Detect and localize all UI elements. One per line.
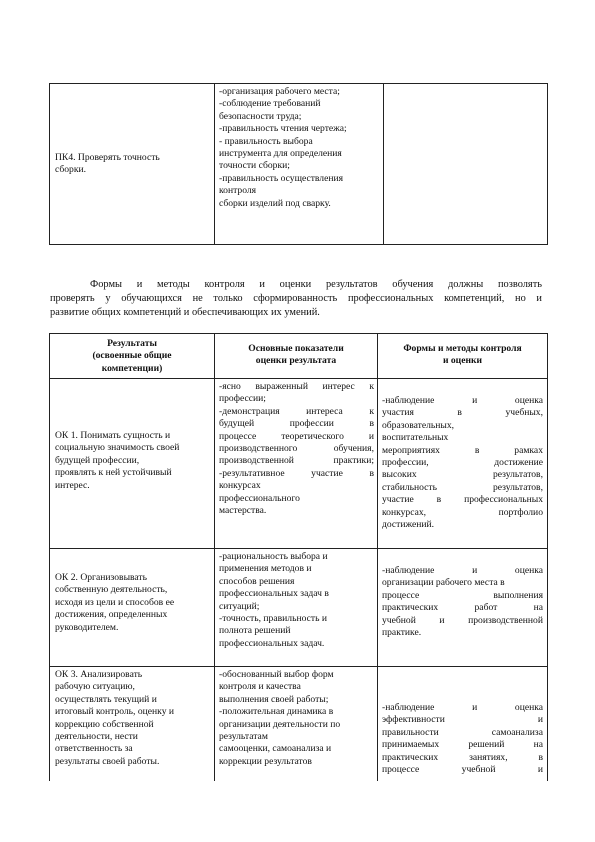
paragraph-line: Формы и методы контроля и оценки результатов обучения должны позволять bbox=[90, 279, 542, 290]
cell-line: -результативное участие в bbox=[219, 467, 374, 479]
cell-line: организации рабочего места в bbox=[382, 577, 505, 589]
ok1-indicators-cell bbox=[219, 381, 374, 517]
cell-line: результаты своей работы. bbox=[55, 755, 160, 767]
header-line: Основные показатели bbox=[248, 343, 344, 354]
cell-line: способов решения bbox=[219, 575, 295, 587]
cell-line: профессиональных задач в bbox=[219, 588, 329, 600]
cell-line: -демонстрация интереса к bbox=[219, 405, 374, 417]
cell-line: процессе теоретического и bbox=[219, 430, 374, 442]
cell-line: контроля и качества bbox=[219, 681, 301, 693]
cell-line: сборки изделий под сварку. bbox=[219, 197, 331, 209]
cell-line: результатам bbox=[219, 731, 268, 743]
header-line: компетенции) bbox=[101, 362, 163, 374]
cell-line: достижений. bbox=[382, 519, 435, 531]
cell-line: -положительная динамика в bbox=[219, 706, 334, 718]
cell-line: ОК 2. Организовывать bbox=[55, 572, 147, 583]
ok3-competence-cell bbox=[55, 669, 211, 768]
cell-line: самооценки, самоанализа и bbox=[219, 743, 332, 755]
header-line: оценки результата bbox=[255, 355, 337, 367]
cell-line: точности сборки; bbox=[219, 160, 290, 172]
cell-line: - правильность выбора bbox=[219, 135, 313, 147]
cell-line: -рациональность выбора и bbox=[219, 551, 328, 562]
cell-line: -правильность осуществления bbox=[219, 172, 344, 184]
ok3-methods-cell bbox=[382, 702, 543, 776]
cell-line: достижения, определенных bbox=[55, 609, 168, 621]
cell-line: сборки. bbox=[55, 164, 87, 176]
cell-line: профессиональных задач. bbox=[219, 637, 325, 649]
cell-line: интерес. bbox=[55, 479, 90, 491]
cell-line: коррекции результатов bbox=[219, 755, 312, 767]
pk4-competence-cell bbox=[55, 152, 211, 177]
cell-line: практике. bbox=[382, 627, 422, 639]
pk4-indicators-cell bbox=[219, 86, 381, 210]
cell-line: принимаемых решений на bbox=[382, 739, 543, 751]
cell-line: рабочую ситуацию, bbox=[55, 681, 135, 693]
cell-line: производственного обучения, bbox=[219, 443, 374, 455]
cell-line: социальную значимость своей bbox=[55, 442, 180, 454]
cell-line: -ясно выраженный интерес к bbox=[219, 381, 374, 392]
cell-line: учебной и производственной bbox=[382, 614, 543, 626]
cell-line: -точность, правильность и bbox=[219, 613, 327, 625]
cell-line: применения методов и bbox=[219, 563, 312, 575]
cell-line: процессе учебной и bbox=[382, 764, 543, 776]
cell-line: производственной практики; bbox=[219, 455, 374, 467]
cell-line: профессионального bbox=[219, 492, 300, 504]
cell-line: практических занятиях, в bbox=[382, 751, 543, 763]
cell-line: профессии, достижение bbox=[382, 457, 543, 469]
cell-line: собственную деятельность, bbox=[55, 584, 168, 596]
ok1-methods-cell bbox=[382, 395, 543, 531]
cell-line: ПК4. Проверять точность bbox=[55, 152, 160, 163]
cell-line: ситуаций; bbox=[219, 600, 260, 612]
cell-line: исходя из цели и способов ее bbox=[55, 596, 175, 608]
cell-line: безопасности труда; bbox=[219, 110, 302, 122]
cell-line: итоговый контроль, оценку и bbox=[55, 706, 175, 718]
cell-line: выполнения своей работы; bbox=[219, 693, 329, 705]
header-line: Результаты bbox=[107, 338, 157, 349]
cell-line: участия в учебных, bbox=[382, 407, 543, 419]
cell-line: коррекцию собственной bbox=[55, 718, 154, 730]
cell-line: мастерства. bbox=[219, 505, 267, 517]
cell-line: процессе выполнения bbox=[382, 589, 543, 601]
ok2-indicators-cell bbox=[219, 551, 374, 650]
cell-line: будущей профессии в bbox=[219, 418, 374, 430]
cell-line: -наблюдение и оценка bbox=[382, 395, 543, 406]
cell-line: эффективности и bbox=[382, 714, 543, 726]
cell-line: образовательных, bbox=[382, 419, 455, 431]
cell-line: профессии; bbox=[219, 393, 266, 405]
cell-line: практических работ на bbox=[382, 602, 543, 614]
cell-line: осуществлять текущий и bbox=[55, 693, 157, 705]
cell-line: полнота решений bbox=[219, 625, 291, 637]
cell-line: деятельности, нести bbox=[55, 731, 138, 743]
cell-line: проявлять к ней устойчивый bbox=[55, 467, 172, 479]
header-methods bbox=[378, 343, 547, 368]
cell-line: -соблюдение требований bbox=[219, 98, 321, 110]
ok2-competence-cell bbox=[55, 572, 211, 634]
cell-line: воспитательных bbox=[382, 432, 449, 444]
cell-line: стабильность результатов, bbox=[382, 481, 543, 493]
cell-line: -обоснованный выбор форм bbox=[219, 669, 334, 680]
cell-line: контроля bbox=[219, 185, 257, 197]
ok2-methods-cell bbox=[382, 565, 543, 639]
cell-line: мероприятиях в рамках bbox=[382, 444, 543, 456]
cell-line: будущей профессии, bbox=[55, 454, 140, 466]
cell-line: инструмента для определения bbox=[219, 148, 342, 160]
cell-line: ответственность за bbox=[55, 743, 133, 755]
cell-line: конкурсах bbox=[219, 480, 261, 492]
paragraph-line: развитие общих компетенций и обеспечивающих их умений. bbox=[50, 307, 320, 318]
cell-line: конкурсах, портфолио bbox=[382, 506, 543, 518]
cell-line: -правильность чтения чертежа; bbox=[219, 123, 347, 135]
ok3-indicators-cell bbox=[219, 669, 374, 768]
cell-line: высоких результатов, bbox=[382, 469, 543, 481]
cell-line: организации деятельности по bbox=[219, 718, 341, 730]
cell-line: -наблюдение и оценка bbox=[382, 702, 543, 713]
header-results bbox=[50, 338, 214, 375]
header-line: Формы и методы контроля bbox=[403, 343, 522, 354]
cell-line: руководителем. bbox=[55, 621, 119, 633]
header-line: (освоенные общие bbox=[92, 350, 172, 362]
paragraph-line: проверять у обучающихся не только сформированность профессиональных компетенций, но и bbox=[50, 293, 542, 304]
cell-line: ОК 1. Понимать сущность и bbox=[55, 430, 171, 441]
cell-line: участие в профессиональных bbox=[382, 494, 543, 506]
header-indicators bbox=[215, 343, 377, 368]
cell-line: -организация рабочего места; bbox=[219, 86, 340, 97]
cell-line: ОК 3. Анализировать bbox=[55, 669, 143, 680]
ok1-competence-cell bbox=[55, 430, 211, 492]
cell-line: -наблюдение и оценка bbox=[382, 565, 543, 576]
header-line: и оценки bbox=[442, 355, 483, 367]
cell-line: правильности самоанализа bbox=[382, 726, 543, 738]
